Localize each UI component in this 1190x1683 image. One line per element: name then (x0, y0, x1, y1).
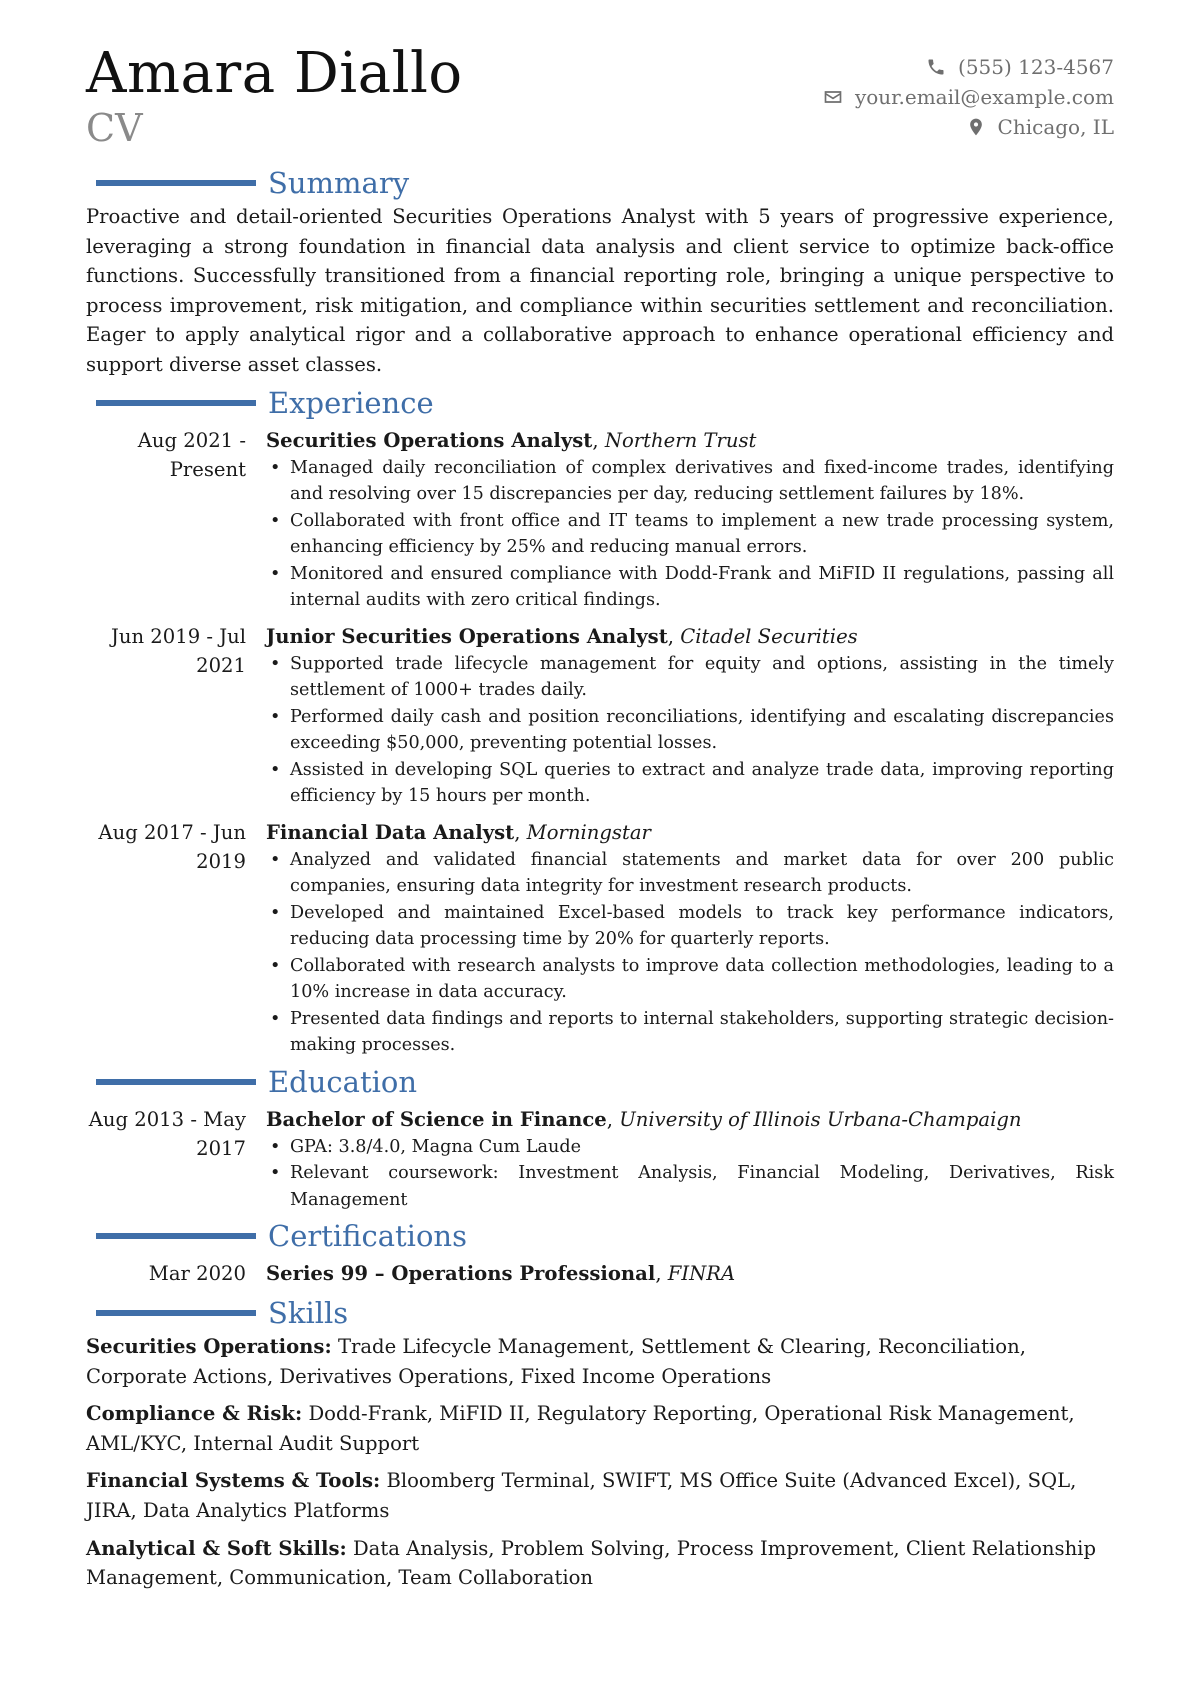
employer: Morningstar (526, 820, 651, 844)
bullet-item: • Performed daily cash and position reconciliations, identifying and escalating discrepancies exceeding $50,000, preventing potential losses. (266, 704, 1114, 757)
bullet-item: • Managed daily reconciliation of complex derivatives and fixed-income trades, identifying and resolving over 15 discrepancies per day, reducing settlement failures by 18%. (266, 455, 1114, 508)
summary-text: Proactive and detail-oriented Securities Operations Analyst with 5 years of progressive experience, leveraging a strong foundation in financial data analysis and client service to optimize back-office functions. Successfully transitioned from a financial reporting role, bringing a unique perspective to process improvement, risk mitigation, and compliance within securities settlement and reconciliation. Eager to apply analytical rigor and a collaborative approach to enhance operational efficiency and support diverse asset classes. (86, 205, 1114, 376)
skill-label: Securities Operations: (86, 1335, 332, 1359)
section-bar (96, 180, 256, 186)
bullet-item: • Assisted in developing SQL queries to extract and analyze trade data, improving reporting efficiency by 15 hours per month. (266, 757, 1114, 810)
bullet-list (266, 1134, 1114, 1214)
skill-value: Data Analysis, Problem Solving, Process Improvement, Client Relationship Management, Communication, Team Collaboration (86, 1536, 1096, 1590)
skill-value: Dodd-Frank, MiFID II, Regulatory Reporting, Operational Risk Management, AML/KYC, Internal Audit Support (86, 1402, 1075, 1455)
certification-entry (86, 1259, 1114, 1288)
bullet-list (266, 455, 1114, 614)
phone-text: (555) 123-4567 (958, 55, 1114, 79)
bullet-item: • Presented data findings and reports to internal stakeholders, supporting strategic decision-making processes. (266, 1006, 1114, 1059)
entry-title: Series 99 – Operations Professional, FINRA (266, 1262, 736, 1286)
contact-info (823, 52, 1114, 142)
issuer: FINRA (667, 1262, 736, 1286)
skill-label: Analytical & Soft Skills: (86, 1536, 347, 1560)
skill-group (86, 1399, 1114, 1458)
entry-title: Securities Operations Analyst, Northern Trust (266, 428, 757, 452)
section-header-summary (86, 164, 1114, 202)
email-text[interactable]: your.email@example.com (854, 85, 1114, 109)
map-marker-icon (966, 117, 986, 137)
entry-date: Jun 2019 - Jul 2021 (110, 624, 246, 677)
entry-body (266, 1259, 1114, 1288)
skill-group (86, 1332, 1114, 1391)
skills-list (86, 1332, 1114, 1593)
envelope-icon (823, 87, 843, 107)
bullet-item: • Monitored and ensured compliance with Dodd-Frank and MiFID II regulations, passing all internal audits with zero critical findings. (266, 561, 1114, 614)
skill-group (86, 1466, 1114, 1525)
bullet-item: • Analyzed and validated financial statements and market data for over 200 public companies, ensuring data integrity for investment research products. (266, 847, 1114, 900)
location-text: Chicago, IL (997, 115, 1114, 139)
certification-name: Series 99 – Operations Professional (266, 1262, 656, 1286)
skill-group (86, 1534, 1114, 1593)
entry-body (266, 818, 1114, 1059)
section-title-summary: Summary (268, 166, 410, 200)
section-bar (96, 1233, 256, 1239)
skill-label: Compliance & Risk: (86, 1402, 303, 1426)
bullet-item: • GPA: 3.8/4.0, Magna Cum Laude (266, 1134, 1114, 1161)
section-bar (96, 1079, 256, 1085)
entry-body (266, 622, 1114, 810)
section-title-experience: Experience (268, 385, 434, 420)
section-header-certifications (86, 1217, 1114, 1255)
entry-date: Aug 2013 - May 2017 (88, 1107, 246, 1160)
employer: Citadel Securities (680, 624, 858, 648)
education-entry (86, 1105, 1114, 1214)
section-title-skills: Skills (268, 1296, 349, 1331)
bullet-item: • Supported trade lifecycle management for equity and options, assisting in the timely settlement of 1000+ trades daily. (266, 651, 1114, 704)
experience-entry (86, 818, 1114, 1059)
bullet-item: • Developed and maintained Excel-based models to track key performance indicators, reducing data processing time by 20% for quarterly reports. (266, 900, 1114, 953)
bullet-item: • Relevant coursework: Investment Analysis, Financial Modeling, Derivatives, Risk Management (266, 1160, 1114, 1213)
experience-entry (86, 426, 1114, 614)
bullet-list (266, 847, 1114, 1059)
contact-location (823, 112, 1114, 142)
bullet-item: • Collaborated with research analysts to improve data collection methodologies, leading to a 10% increase in data accuracy. (266, 953, 1114, 1006)
job-role: Financial Data Analyst (266, 820, 515, 844)
bullet-list (266, 651, 1114, 810)
section-header-experience (86, 384, 1114, 422)
section-header-education (86, 1063, 1114, 1101)
entry-body (266, 426, 1114, 614)
degree: Bachelor of Science in Finance (266, 1107, 607, 1131)
bullet-item: • Collaborated with front office and IT teams to implement a new trade processing system, enhancing efficiency by 25% and reducing manual errors. (266, 508, 1114, 561)
entry-date: Aug 2017 - Jun 2019 (98, 820, 246, 873)
experience-entry (86, 622, 1114, 810)
institution: University of Illinois Urbana-Champaign (619, 1107, 1022, 1131)
contact-email[interactable] (823, 82, 1114, 112)
entry-title: Junior Securities Operations Analyst, Citadel Securities (266, 624, 858, 648)
employer: Northern Trust (604, 428, 757, 452)
section-title-education: Education (268, 1064, 418, 1099)
candidate-name: Amara Diallo (86, 41, 463, 106)
phone-icon (926, 57, 946, 77)
skill-value: Trade Lifecycle Management, Settlement & Clearing, Reconciliation, Corporate Actions, Derivatives Operations, Fixed Income Operations (86, 1335, 1026, 1388)
section-title-certifications: Certifications (268, 1219, 467, 1254)
job-role: Securities Operations Analyst (266, 428, 593, 452)
entry-title: Financial Data Analyst, Morningstar (266, 820, 651, 844)
document-subtitle: CV (86, 106, 143, 150)
section-bar (96, 1310, 256, 1316)
skill-value: Bloomberg Terminal, SWIFT, MS Office Suite (Advanced Excel), SQL, JIRA, Data Analytics Platforms (86, 1469, 1077, 1523)
entry-title: Bachelor of Science in Finance, University of Illinois Urbana-Champaign (266, 1107, 1022, 1131)
job-role: Junior Securities Operations Analyst (266, 624, 668, 648)
section-bar (96, 400, 256, 406)
entry-date: Aug 2021 - Present (137, 428, 246, 481)
entry-body (266, 1105, 1114, 1214)
contact-phone (823, 52, 1114, 82)
resume-header (86, 41, 1114, 162)
entry-date: Mar 2020 (148, 1262, 246, 1286)
experience-list (86, 426, 1114, 1059)
skill-label: Financial Systems & Tools: (86, 1469, 381, 1493)
section-header-skills (86, 1294, 1114, 1332)
resume-page (86, 41, 1114, 1601)
